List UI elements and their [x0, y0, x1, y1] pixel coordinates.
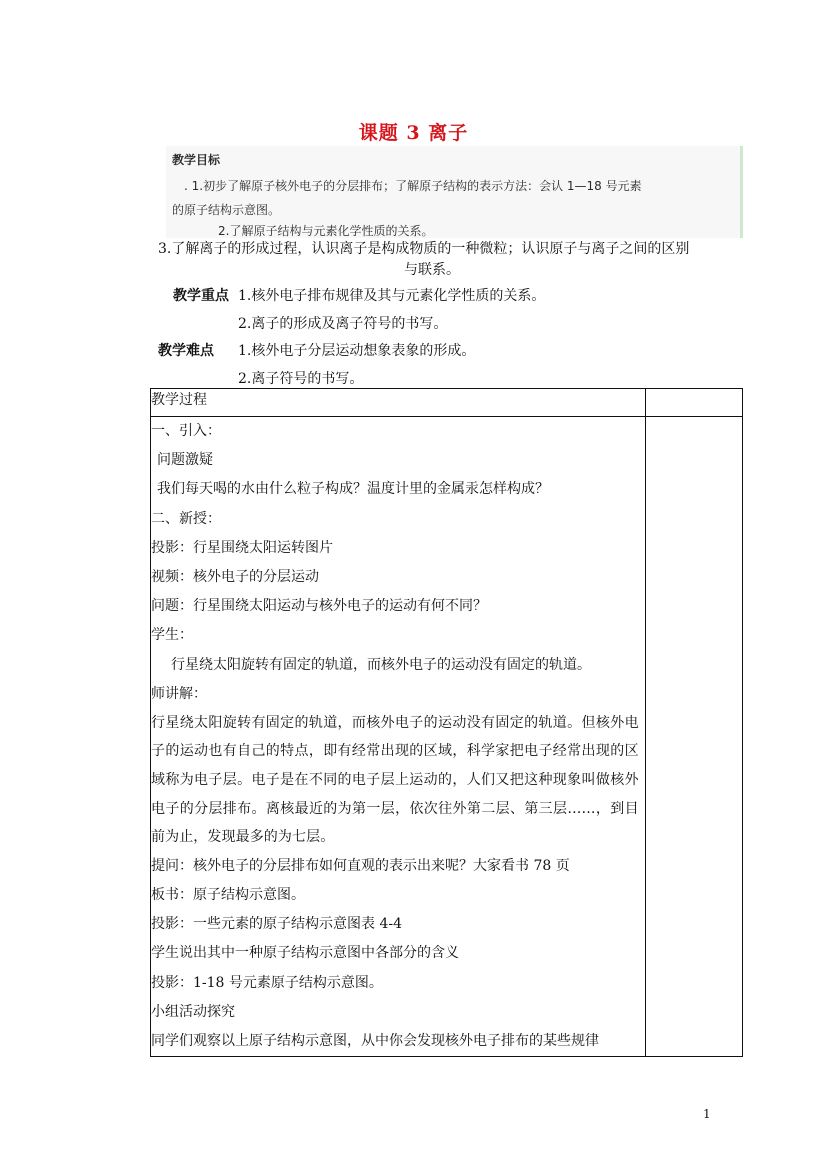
teaching-goals-box	[166, 146, 743, 238]
lesson-title: 课题 3 离子	[358, 122, 469, 144]
intro-question: 我们每天喝的水由什么粒子构成？温度计里的金属汞怎样构成？	[157, 481, 549, 498]
projection-diagrams: 投影：1-18 号元素原子结构示意图。	[151, 974, 383, 991]
intro-heading: 一、引入：	[151, 423, 221, 439]
projection-table: 投影：一些元素的原子结构示意图表 4-4	[151, 916, 402, 933]
new-lesson-heading: 二、新授：	[151, 510, 221, 527]
notes-header-cell	[645, 389, 742, 417]
teacher-label: 师讲解：	[151, 685, 207, 702]
group-activity: 小组活动探究	[151, 1003, 235, 1020]
difficulty-2: 2.离子符号的书写。	[238, 371, 364, 387]
goal-item-3: 3.了解离子的形成过程，认识离子是构成物质的一种微粒；认识原子与离子之间的区别	[158, 241, 690, 257]
question-difference: 问题：行星围绕太阳运动与核外电子的运动有何不同？	[151, 598, 487, 615]
process-header: 教学过程	[151, 392, 207, 408]
goals-heading: 教学目标	[172, 153, 221, 167]
goal-item-1: . 1.初步了解原子核外电子的分层排布；了解原子结构的表示方法：会认 1—18 号元素	[184, 179, 642, 193]
projection-planets: 投影：行星围绕太阳运转图片	[151, 539, 333, 556]
goal-item-2: 2.了解原子结构与元素化学性质的关系。	[218, 224, 434, 238]
notes-body-cell	[645, 417, 742, 1057]
teaching-process-table	[150, 388, 743, 1057]
board-writing: 板书：原子结构示意图。	[151, 887, 305, 904]
goal-item-1-continued: 的原子结构示意图。	[172, 203, 281, 217]
difficulty-1: 1.核外电子分层运动想象表象的形成。	[238, 343, 476, 359]
key-points-label: 教学重点	[173, 288, 229, 304]
student-task: 学生说出其中一种原子结构示意图中各部分的含义	[151, 945, 459, 962]
difficulties-label: 教学难点	[158, 343, 214, 359]
key-point-2: 2.离子的形成及离子符号的书写。	[238, 316, 448, 332]
student-label: 学生：	[151, 627, 193, 644]
key-point-1: 1.核外电子排布规律及其与元素化学性质的关系。	[238, 288, 546, 304]
goal-item-3-continued: 与联系。	[404, 262, 460, 278]
process-body-cell	[151, 417, 646, 1057]
page-number: 1	[703, 1107, 711, 1121]
teacher-explanation: 行星绕太阳旋转有固定的轨道，而核外电子的运动没有固定的轨道。但核外电子的运动也有自己的特点，即有经常出现的区域，科学家把电子经常出现的区域称为电子层。电子是在不同的电子层上运动的，人们又把这种现象叫做核外电子的分层排布。离核最近的为第一层，依次往外第二层、第三层……，到目前为止，发现最多的为七层。	[151, 714, 639, 846]
student-answer: 行星绕太阳旋转有固定的轨道，而核外电子的运动没有固定的轨道。	[171, 656, 591, 673]
video-electrons: 视频：核外电子的分层运动	[151, 568, 319, 585]
prompt-question: 提问：核外电子的分层排布如何直观的表示出来呢？大家看书 78 页	[151, 857, 570, 874]
observe-instruction: 同学们观察以上原子结构示意图，从中你会发现核外电子排布的某些规律	[151, 1032, 599, 1049]
process-header-cell	[151, 389, 646, 417]
intro-subheading: 问题激疑	[157, 452, 213, 469]
